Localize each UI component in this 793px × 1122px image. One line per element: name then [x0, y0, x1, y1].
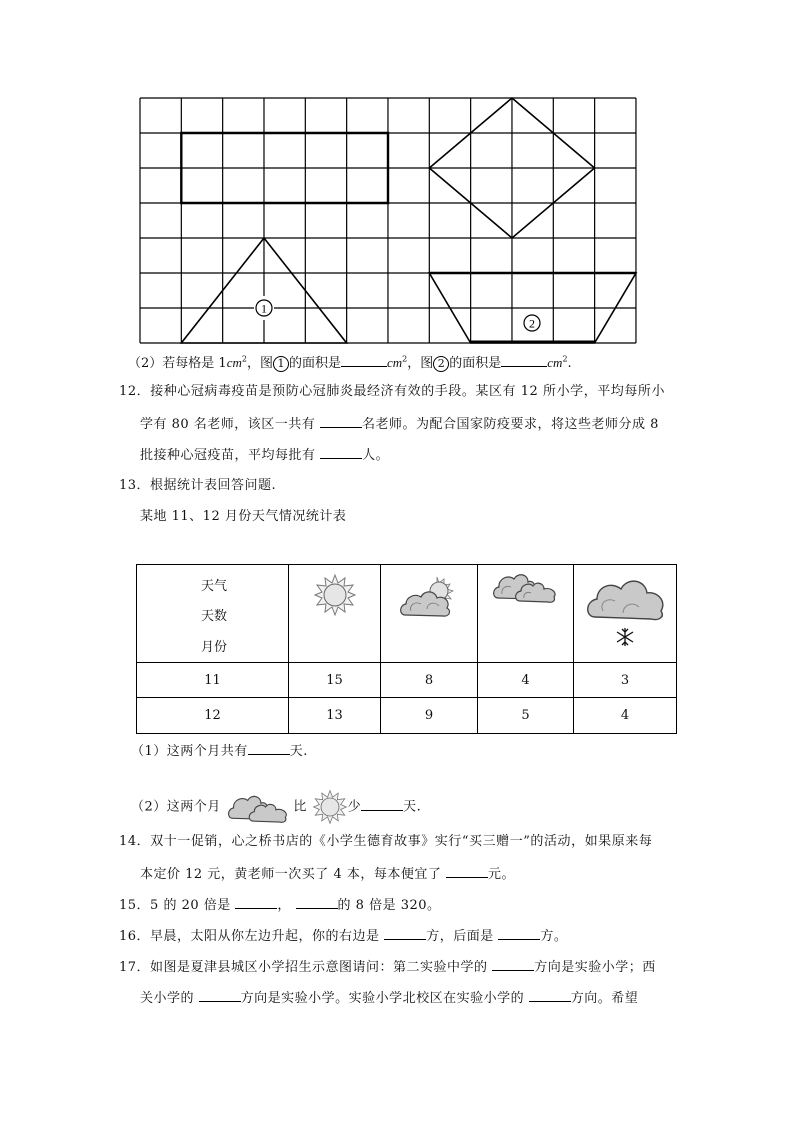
- answer-blank-per-batch[interactable]: [320, 446, 362, 459]
- q12-text: 人。: [362, 448, 390, 463]
- figure-ref-1: 1: [273, 356, 289, 372]
- sun-icon-inline: [312, 789, 348, 825]
- q11-text: 的面积是: [288, 356, 341, 371]
- q13-text: 天.: [403, 799, 422, 815]
- unit-sup: 2: [402, 354, 408, 364]
- q17-line-2: [140, 989, 638, 1007]
- q13-sub2: [131, 789, 421, 825]
- q15-text: 的 8 倍是 320。: [337, 898, 441, 913]
- q15-text: 15．5 的 20 倍是: [119, 898, 236, 913]
- q13-text: 少: [347, 799, 362, 815]
- table-header-sun: [289, 565, 381, 663]
- cell-cloudy-days: 5: [478, 698, 574, 734]
- q14-text: 元。: [487, 867, 515, 882]
- q11-text: ，图: [407, 356, 434, 371]
- unit-sup: 2: [241, 354, 247, 364]
- unit-cm: cm: [226, 355, 242, 370]
- cell-partly-cloudy-days: 9: [381, 698, 478, 734]
- q13-text: （2）这两个月: [131, 799, 221, 815]
- q16-text: 16．早晨，太阳从你左边升起，你的右边是: [119, 929, 385, 944]
- q15: [119, 896, 441, 914]
- q12-line-3: [140, 446, 389, 464]
- answer-blank-q17-1[interactable]: [492, 958, 534, 971]
- q13-text: 比: [293, 799, 307, 815]
- table-header-label-cell: [137, 565, 289, 663]
- cell-cloudy-days: 4: [478, 663, 574, 698]
- table-row: [137, 698, 677, 734]
- snow-icon: [583, 571, 667, 651]
- cell-partly-cloudy-days: 8: [381, 663, 478, 698]
- answer-blank-area-1[interactable]: [341, 354, 387, 367]
- q13-table-caption: 某地 11、12 月份天气情况统计表: [140, 509, 347, 524]
- table-header-row: [137, 565, 677, 663]
- q16-text: 方。: [540, 929, 568, 944]
- answer-blank-q17-3[interactable]: [529, 989, 571, 1002]
- weather-stats-table: [136, 564, 677, 734]
- answer-blank-area-2[interactable]: [501, 354, 547, 367]
- table-header-cloudy: [478, 565, 574, 663]
- q11-prefix: （2）若每格是 1: [128, 356, 227, 371]
- answer-blank-q17-2[interactable]: [199, 989, 241, 1002]
- header-label-month: 月份: [201, 640, 228, 655]
- cell-month: 11: [137, 663, 289, 698]
- header-label-weather: 天气: [201, 579, 228, 594]
- q11-text: ，图: [246, 356, 273, 371]
- table-header-partly-cloudy: [381, 565, 478, 663]
- q17-text: 方向是实验小学。实验小学北校区在实验小学的: [240, 991, 529, 1006]
- answer-blank-total-teachers[interactable]: [320, 415, 362, 428]
- q16: [119, 927, 567, 945]
- figure-label-1: 1: [261, 301, 267, 316]
- q15-text: ，: [277, 898, 291, 913]
- figure-label-2: 2: [529, 316, 535, 331]
- q13-text: 天.: [289, 744, 308, 759]
- cell-month: 12: [137, 698, 289, 734]
- q11-text: 的面积是: [449, 356, 502, 371]
- q14-text: 本定价 12 元，黄老师一次买了 4 本，每本便宜了: [140, 867, 446, 882]
- q14-line-2: [140, 865, 515, 883]
- q12-text: 批接种心冠疫苗，平均每批有: [140, 448, 321, 463]
- unit-sup: 2: [562, 354, 568, 364]
- answer-blank-q15-1[interactable]: [235, 896, 277, 909]
- q17-text: 方向。希望: [570, 991, 639, 1006]
- unit-cm: cm: [547, 355, 563, 370]
- sun-icon: [313, 573, 357, 617]
- answer-blank-back-direction[interactable]: [498, 927, 540, 940]
- cell-sunny-days: 13: [289, 698, 381, 734]
- q14-line-1: 14．双十一促销，心之桥书店的《小学生德育故事》实行“买三赠一”的活动，如果原来每: [119, 834, 653, 849]
- answer-blank-right-direction[interactable]: [384, 927, 426, 940]
- q12-text: 学有 80 名老师，该区一共有: [140, 417, 320, 432]
- grid-figure: [138, 96, 640, 346]
- answer-blank-fewer-days[interactable]: [361, 798, 403, 811]
- q17-text: 关小学的: [140, 991, 199, 1006]
- q11-part2: [128, 354, 572, 372]
- q16-text: 方，后面是: [426, 929, 499, 944]
- q13-sub1: [131, 742, 308, 760]
- q17-text: 方向是实验小学；西: [534, 960, 656, 975]
- snowflake-icon: [617, 628, 633, 646]
- q12-line-1: 12．接种心冠病毒疫苗是预防心冠肺炎最经济有效的手段。某区有 12 所小学，平均每所小: [119, 384, 665, 399]
- header-label-days: 天数: [201, 609, 228, 624]
- answer-blank-discount[interactable]: [446, 865, 488, 878]
- q12-line-2: [140, 415, 659, 433]
- answer-blank-total-days[interactable]: [248, 742, 290, 755]
- cloudy-icon-inline: [227, 790, 291, 824]
- cell-snow-days: 3: [574, 663, 677, 698]
- q17-text: 17．如图是夏津县城区小学招生示意图请问：第二实验中学的: [119, 960, 493, 975]
- cell-sunny-days: 15: [289, 663, 381, 698]
- cloudy-icon: [492, 568, 560, 604]
- q11-text: .: [567, 356, 572, 371]
- partly-cloudy-icon: [397, 575, 461, 621]
- q17-line-1: [119, 958, 656, 976]
- cell-snow-days: 4: [574, 698, 677, 734]
- q13-text: （1）这两个月共有: [131, 744, 248, 759]
- figure-ref-2: 2: [433, 356, 449, 372]
- table-header-snow: [574, 565, 677, 663]
- q12-text: 名老师。为配合国家防疫要求，将这些老师分成 8: [361, 417, 659, 432]
- q13-title: 13．根据统计表回答问题.: [119, 478, 277, 493]
- answer-blank-q15-2[interactable]: [296, 896, 338, 909]
- table-row: [137, 663, 677, 698]
- unit-cm: cm: [386, 355, 403, 370]
